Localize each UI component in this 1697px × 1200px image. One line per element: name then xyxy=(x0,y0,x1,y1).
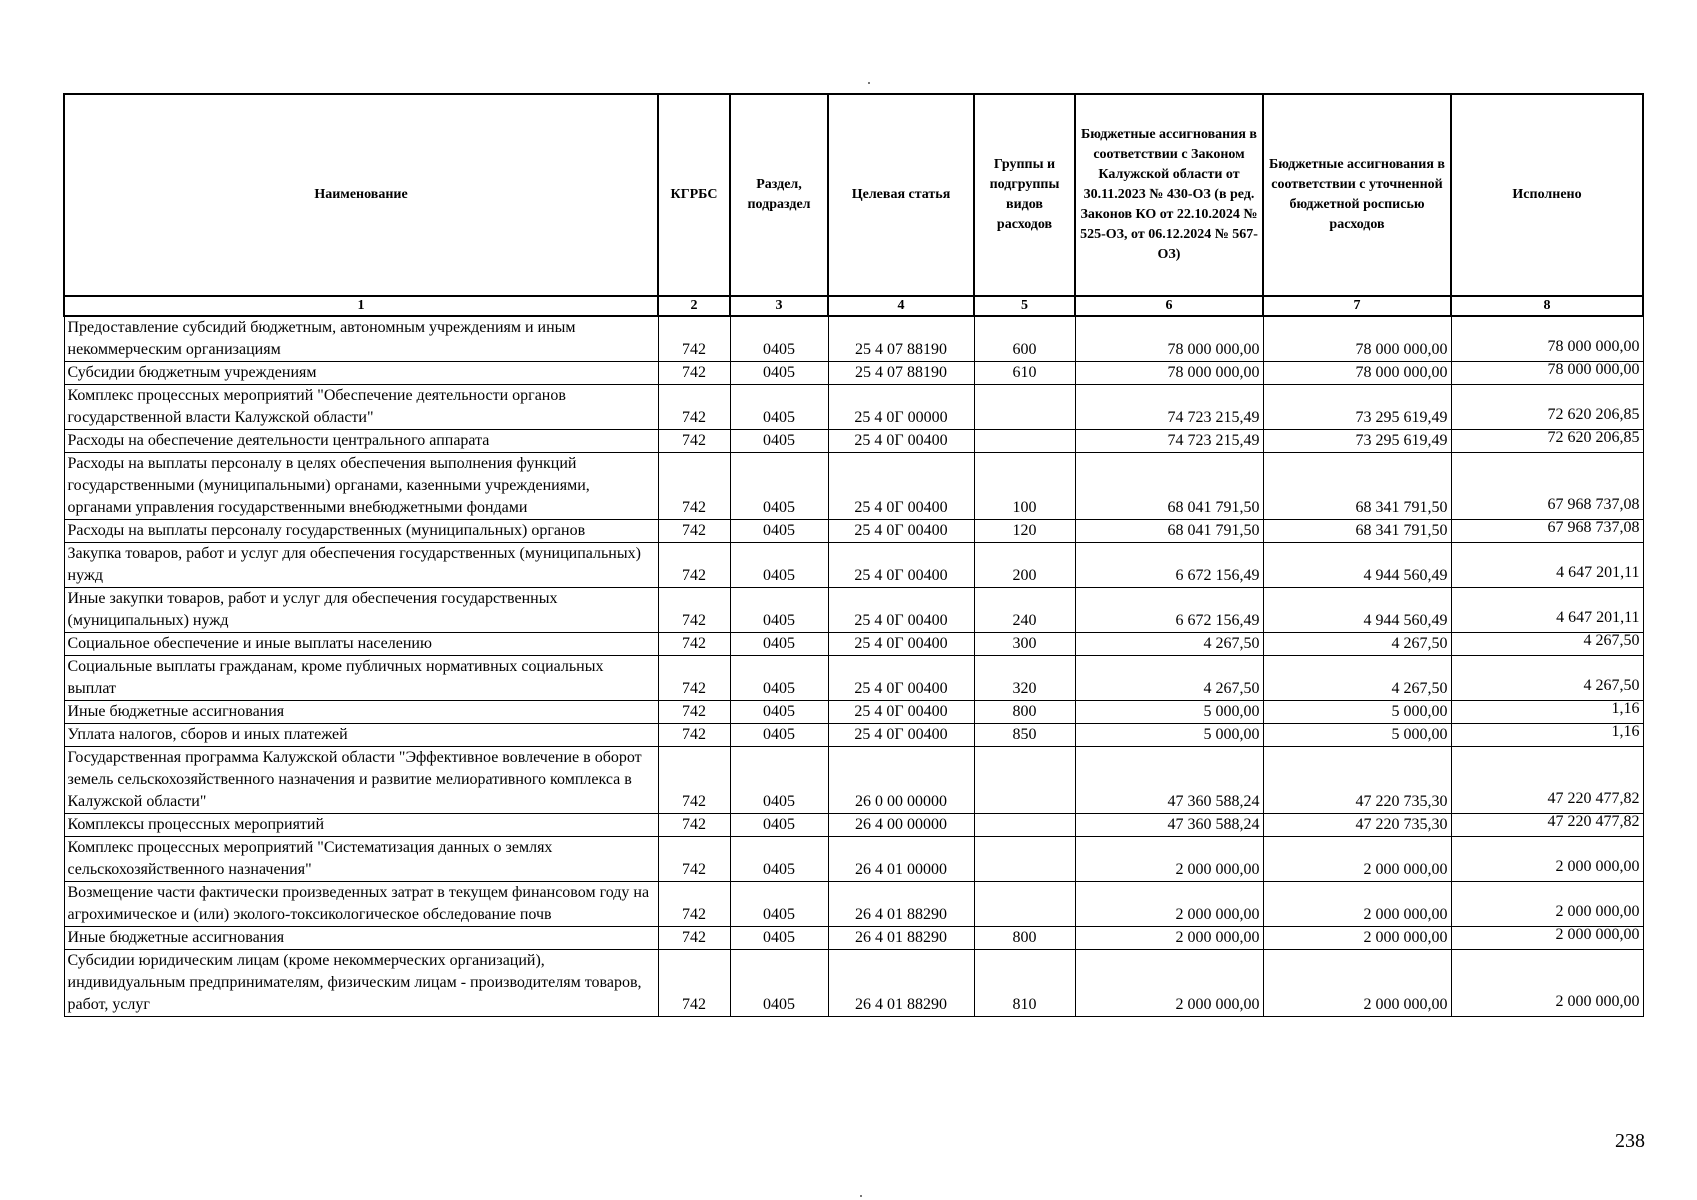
cell-name: Возмещение части фактически произведенных затрат в текущем финансовом году на агрохимическое и (или) эколого-токсикологическое обследование почв xyxy=(64,882,658,927)
cell-kgrbs: 742 xyxy=(658,316,730,362)
executed-value: 2 000 000,00 xyxy=(1555,993,1640,1010)
cell-target: 25 4 0Г 00400 xyxy=(828,656,974,701)
table-row xyxy=(64,543,1643,588)
table-row xyxy=(64,453,1643,520)
cell-executed-amount xyxy=(1451,837,1643,882)
table-row xyxy=(64,950,1643,1017)
table-row xyxy=(64,701,1643,724)
cell-target: 25 4 0Г 00000 xyxy=(828,385,974,430)
cell-kgrbs: 742 xyxy=(658,724,730,747)
cell-law-amount: 2 000 000,00 xyxy=(1075,837,1263,882)
cell-refined-amount: 47 220 735,30 xyxy=(1263,814,1451,837)
cell-refined-amount: 4 267,50 xyxy=(1263,656,1451,701)
table-row xyxy=(64,814,1643,837)
cell-name: Субсидии бюджетным учреждениям xyxy=(64,362,658,385)
cell-law-amount: 47 360 588,24 xyxy=(1075,814,1263,837)
cell-section: 0405 xyxy=(730,656,828,701)
header-groups: Группы и подгруппы видов расходов xyxy=(974,94,1075,296)
cell-kgrbs: 742 xyxy=(658,588,730,633)
table-row xyxy=(64,316,1643,362)
page-number: 238 xyxy=(1615,1130,1645,1152)
cell-name: Закупка товаров, работ и услуг для обеспечения государственных (муниципальных) нужд xyxy=(64,543,658,588)
cell-name: Иные бюджетные ассигнования xyxy=(64,701,658,724)
cell-group xyxy=(974,430,1075,453)
cell-law-amount: 6 672 156,49 xyxy=(1075,588,1263,633)
cell-group: 100 xyxy=(974,453,1075,520)
executed-value: 72 620 206,85 xyxy=(1547,406,1640,423)
cell-group: 200 xyxy=(974,543,1075,588)
table-row xyxy=(64,747,1643,814)
cell-refined-amount: 78 000 000,00 xyxy=(1263,362,1451,385)
cell-section: 0405 xyxy=(730,747,828,814)
cell-refined-amount: 78 000 000,00 xyxy=(1263,316,1451,362)
cell-kgrbs: 742 xyxy=(658,520,730,543)
cell-name: Социальное обеспечение и иные выплаты населению xyxy=(64,633,658,656)
table-row xyxy=(64,927,1643,950)
header-target: Целевая статья xyxy=(828,94,974,296)
cell-executed-amount xyxy=(1451,701,1643,724)
cell-executed-amount xyxy=(1451,633,1643,656)
scan-artifact-top xyxy=(868,82,870,84)
cell-kgrbs: 742 xyxy=(658,633,730,656)
cell-name: Социальные выплаты гражданам, кроме публичных нормативных социальных выплат xyxy=(64,656,658,701)
cell-target: 25 4 0Г 00400 xyxy=(828,633,974,656)
cell-group xyxy=(974,882,1075,927)
cell-refined-amount: 4 944 560,49 xyxy=(1263,588,1451,633)
cell-kgrbs: 742 xyxy=(658,362,730,385)
cell-law-amount: 74 723 215,49 xyxy=(1075,385,1263,430)
cell-name: Расходы на выплаты персоналу в целях обеспечения выполнения функций государственными (муниципальными) органами, казенными учреждениями, органами управления государственными внебюджетными фондами xyxy=(64,453,658,520)
cell-target: 25 4 07 88190 xyxy=(828,316,974,362)
cell-kgrbs: 742 xyxy=(658,814,730,837)
cell-kgrbs: 742 xyxy=(658,543,730,588)
cell-refined-amount: 68 341 791,50 xyxy=(1263,453,1451,520)
cell-section: 0405 xyxy=(730,453,828,520)
executed-value: 78 000 000,00 xyxy=(1547,338,1640,355)
cell-section: 0405 xyxy=(730,430,828,453)
cell-kgrbs: 742 xyxy=(658,430,730,453)
cell-executed-amount xyxy=(1451,656,1643,701)
executed-value: 1,16 xyxy=(1611,723,1640,740)
cell-kgrbs: 742 xyxy=(658,950,730,1017)
cell-kgrbs: 742 xyxy=(658,385,730,430)
cell-law-amount: 2 000 000,00 xyxy=(1075,927,1263,950)
cell-executed-amount xyxy=(1451,430,1643,453)
executed-value: 2 000 000,00 xyxy=(1555,903,1640,920)
cell-refined-amount: 68 341 791,50 xyxy=(1263,520,1451,543)
executed-value: 72 620 206,85 xyxy=(1547,429,1640,446)
cell-target: 26 0 00 00000 xyxy=(828,747,974,814)
executed-value: 2 000 000,00 xyxy=(1555,926,1640,943)
cell-law-amount: 78 000 000,00 xyxy=(1075,362,1263,385)
column-number: 8 xyxy=(1451,296,1643,316)
cell-section: 0405 xyxy=(730,588,828,633)
budget-table-container xyxy=(63,93,1642,1017)
cell-group: 300 xyxy=(974,633,1075,656)
cell-group: 610 xyxy=(974,362,1075,385)
cell-group xyxy=(974,814,1075,837)
cell-executed-amount xyxy=(1451,520,1643,543)
cell-law-amount: 68 041 791,50 xyxy=(1075,520,1263,543)
cell-law-amount: 5 000,00 xyxy=(1075,701,1263,724)
cell-name: Расходы на выплаты персоналу государственных (муниципальных) органов xyxy=(64,520,658,543)
cell-section: 0405 xyxy=(730,385,828,430)
cell-section: 0405 xyxy=(730,520,828,543)
cell-target: 25 4 0Г 00400 xyxy=(828,701,974,724)
cell-law-amount: 4 267,50 xyxy=(1075,656,1263,701)
cell-refined-amount: 4 267,50 xyxy=(1263,633,1451,656)
cell-section: 0405 xyxy=(730,837,828,882)
executed-value: 2 000 000,00 xyxy=(1555,858,1640,875)
cell-name: Расходы на обеспечение деятельности центрального аппарата xyxy=(64,430,658,453)
executed-value: 4 647 201,11 xyxy=(1556,609,1640,626)
cell-law-amount: 4 267,50 xyxy=(1075,633,1263,656)
cell-kgrbs: 742 xyxy=(658,927,730,950)
header-executed: Исполнено xyxy=(1451,94,1643,296)
cell-group: 240 xyxy=(974,588,1075,633)
cell-target: 26 4 01 00000 xyxy=(828,837,974,882)
header-kgrbs: КГРБС xyxy=(658,94,730,296)
header-law-allocations: Бюджетные ассигнования в соответствии с Законом Калужской области от 30.11.2023 № 430-ОЗ (в ред. Законов КО от 22.10.2024 № 525-ОЗ, от 06.12.2024 № 567-ОЗ) xyxy=(1075,94,1263,296)
table-row xyxy=(64,656,1643,701)
executed-value: 4 267,50 xyxy=(1583,632,1640,649)
cell-executed-amount xyxy=(1451,453,1643,520)
cell-target: 26 4 01 88290 xyxy=(828,927,974,950)
table-header xyxy=(64,94,1643,316)
cell-law-amount: 5 000,00 xyxy=(1075,724,1263,747)
cell-target: 25 4 0Г 00400 xyxy=(828,724,974,747)
header-name: Наименование xyxy=(64,94,658,296)
cell-executed-amount xyxy=(1451,316,1643,362)
cell-group: 320 xyxy=(974,656,1075,701)
cell-target: 26 4 00 00000 xyxy=(828,814,974,837)
scan-artifact-bottom xyxy=(860,1195,862,1197)
cell-kgrbs: 742 xyxy=(658,701,730,724)
cell-target: 25 4 0Г 00400 xyxy=(828,430,974,453)
cell-group xyxy=(974,837,1075,882)
cell-group xyxy=(974,747,1075,814)
cell-law-amount: 6 672 156,49 xyxy=(1075,543,1263,588)
cell-law-amount: 78 000 000,00 xyxy=(1075,316,1263,362)
cell-refined-amount: 2 000 000,00 xyxy=(1263,927,1451,950)
column-number: 5 xyxy=(974,296,1075,316)
executed-value: 47 220 477,82 xyxy=(1547,790,1640,807)
executed-value: 67 968 737,08 xyxy=(1547,519,1640,536)
table-row xyxy=(64,588,1643,633)
cell-law-amount: 68 041 791,50 xyxy=(1075,453,1263,520)
cell-executed-amount xyxy=(1451,543,1643,588)
column-number-row xyxy=(64,296,1643,316)
cell-name: Уплата налогов, сборов и иных платежей xyxy=(64,724,658,747)
cell-law-amount: 2 000 000,00 xyxy=(1075,882,1263,927)
header-refined-allocations: Бюджетные ассигнования в соответствии с уточненной бюджетной росписью расходов xyxy=(1263,94,1451,296)
column-number: 3 xyxy=(730,296,828,316)
cell-refined-amount: 73 295 619,49 xyxy=(1263,430,1451,453)
cell-target: 25 4 0Г 00400 xyxy=(828,543,974,588)
cell-section: 0405 xyxy=(730,633,828,656)
column-number: 7 xyxy=(1263,296,1451,316)
cell-group xyxy=(974,385,1075,430)
cell-kgrbs: 742 xyxy=(658,882,730,927)
table-row xyxy=(64,882,1643,927)
cell-executed-amount xyxy=(1451,927,1643,950)
cell-section: 0405 xyxy=(730,362,828,385)
header-row xyxy=(64,94,1643,296)
executed-value: 78 000 000,00 xyxy=(1547,361,1640,378)
cell-refined-amount: 4 944 560,49 xyxy=(1263,543,1451,588)
cell-section: 0405 xyxy=(730,814,828,837)
cell-refined-amount: 2 000 000,00 xyxy=(1263,882,1451,927)
cell-refined-amount: 5 000,00 xyxy=(1263,724,1451,747)
cell-section: 0405 xyxy=(730,316,828,362)
table-row xyxy=(64,362,1643,385)
cell-section: 0405 xyxy=(730,701,828,724)
column-number: 4 xyxy=(828,296,974,316)
table-body xyxy=(64,316,1643,1017)
column-number: 1 xyxy=(64,296,658,316)
cell-name: Комплексы процессных мероприятий xyxy=(64,814,658,837)
cell-law-amount: 2 000 000,00 xyxy=(1075,950,1263,1017)
table-row xyxy=(64,430,1643,453)
cell-executed-amount xyxy=(1451,882,1643,927)
cell-kgrbs: 742 xyxy=(658,747,730,814)
cell-section: 0405 xyxy=(730,882,828,927)
cell-executed-amount xyxy=(1451,814,1643,837)
cell-section: 0405 xyxy=(730,543,828,588)
cell-executed-amount xyxy=(1451,724,1643,747)
cell-refined-amount: 73 295 619,49 xyxy=(1263,385,1451,430)
column-number: 6 xyxy=(1075,296,1263,316)
cell-target: 26 4 01 88290 xyxy=(828,882,974,927)
cell-refined-amount: 5 000,00 xyxy=(1263,701,1451,724)
cell-law-amount: 74 723 215,49 xyxy=(1075,430,1263,453)
cell-group: 120 xyxy=(974,520,1075,543)
table-row xyxy=(64,520,1643,543)
cell-section: 0405 xyxy=(730,950,828,1017)
cell-law-amount: 47 360 588,24 xyxy=(1075,747,1263,814)
executed-value: 47 220 477,82 xyxy=(1547,813,1640,830)
cell-name: Комплекс процессных мероприятий "Обеспечение деятельности органов государственной власти Калужской области" xyxy=(64,385,658,430)
table-row xyxy=(64,385,1643,430)
cell-name: Комплекс процессных мероприятий "Систематизация данных о землях сельскохозяйственного назначения" xyxy=(64,837,658,882)
cell-name: Государственная программа Калужской области "Эффективное вовлечение в оборот земель сельскохозяйственного назначения и развитие мелиоративного комплекса в Калужской области" xyxy=(64,747,658,814)
executed-value: 1,16 xyxy=(1611,700,1640,717)
budget-execution-table xyxy=(63,93,1644,1017)
cell-group: 850 xyxy=(974,724,1075,747)
cell-executed-amount xyxy=(1451,385,1643,430)
cell-executed-amount xyxy=(1451,747,1643,814)
cell-target: 25 4 07 88190 xyxy=(828,362,974,385)
cell-target: 26 4 01 88290 xyxy=(828,950,974,1017)
cell-kgrbs: 742 xyxy=(658,656,730,701)
cell-refined-amount: 47 220 735,30 xyxy=(1263,747,1451,814)
cell-refined-amount: 2 000 000,00 xyxy=(1263,837,1451,882)
table-row xyxy=(64,724,1643,747)
cell-target: 25 4 0Г 00400 xyxy=(828,588,974,633)
column-number: 2 xyxy=(658,296,730,316)
cell-name: Иные закупки товаров, работ и услуг для обеспечения государственных (муниципальных) нужд xyxy=(64,588,658,633)
cell-section: 0405 xyxy=(730,927,828,950)
cell-target: 25 4 0Г 00400 xyxy=(828,520,974,543)
cell-executed-amount xyxy=(1451,362,1643,385)
table-row xyxy=(64,837,1643,882)
cell-group: 800 xyxy=(974,701,1075,724)
cell-target: 25 4 0Г 00400 xyxy=(828,453,974,520)
executed-value: 4 267,50 xyxy=(1583,677,1640,694)
header-section: Раздел, подраздел xyxy=(730,94,828,296)
cell-kgrbs: 742 xyxy=(658,837,730,882)
cell-name: Иные бюджетные ассигнования xyxy=(64,927,658,950)
cell-executed-amount xyxy=(1451,950,1643,1017)
cell-refined-amount: 2 000 000,00 xyxy=(1263,950,1451,1017)
cell-name: Субсидии юридическим лицам (кроме некоммерческих организаций), индивидуальным предпринимателям, физическим лицам - производителям товаров, работ, услуг xyxy=(64,950,658,1017)
cell-group: 600 xyxy=(974,316,1075,362)
cell-kgrbs: 742 xyxy=(658,453,730,520)
executed-value: 4 647 201,11 xyxy=(1556,564,1640,581)
cell-group: 810 xyxy=(974,950,1075,1017)
executed-value: 67 968 737,08 xyxy=(1547,496,1640,513)
cell-group: 800 xyxy=(974,927,1075,950)
table-row xyxy=(64,633,1643,656)
cell-name: Предоставление субсидий бюджетным, автономным учреждениям и иным некоммерческим организациям xyxy=(64,316,658,362)
cell-section: 0405 xyxy=(730,724,828,747)
cell-executed-amount xyxy=(1451,588,1643,633)
